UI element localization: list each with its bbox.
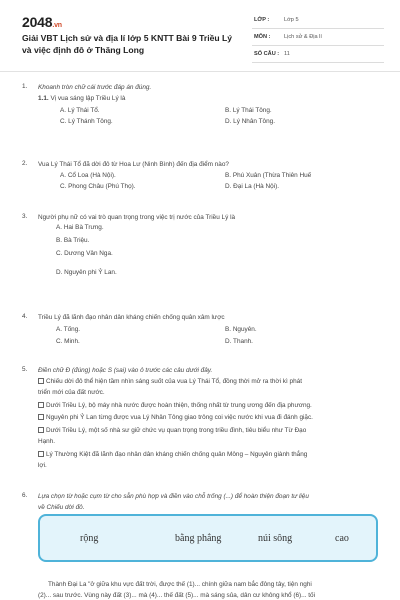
word-option-2[interactable]: bằng phẳng — [175, 533, 222, 544]
question-1-1: 1.1. Vị vua sáng lập Triều Lý là — [38, 95, 126, 102]
statement-2: Dưới Triều Lý, bộ máy nhà nước được hoàn thiện, thống nhất từ trung ương đến địa phương. — [38, 401, 383, 411]
option-4-c[interactable]: C. Minh. — [56, 338, 80, 345]
option-4-b[interactable]: B. Nguyên. — [225, 326, 257, 333]
statement-5-checkbox[interactable] — [38, 451, 44, 457]
statement-1-checkbox[interactable] — [38, 378, 44, 384]
word-option-1[interactable]: rộng — [80, 533, 99, 544]
meta-table — [252, 12, 384, 63]
option-3-c[interactable]: C. Dương Vân Nga. — [56, 250, 113, 257]
option-3-d[interactable]: D. Nguyên phi Ỷ Lan. — [56, 269, 117, 276]
passage-line-1: Thành Đại La "ở giữa khu vực đất trời, được thế (1)... chính giữa nam bắc đông tây, tiện nghi — [48, 581, 312, 588]
statement-4: Dưới Triều Lý, một số nhà sư giữ chức vụ quan trọng trong triều đình, tiêu biểu như Từ Đạo — [38, 426, 383, 436]
meta-row-subject: MÔN : Lịch sử & Địa lí — [252, 29, 384, 46]
statement-4-checkbox[interactable] — [38, 427, 44, 433]
statement-4-cont: Hạnh. — [38, 438, 56, 445]
option-1-b[interactable]: B. Lý Thái Tông. — [225, 107, 272, 114]
option-2-c[interactable]: C. Phong Châu (Phú Thọ). — [60, 183, 136, 190]
meta-row-grade: LỚP : Lớp 5 — [252, 12, 384, 29]
site-logo[interactable]: 2048.vn — [22, 14, 62, 30]
statement-5: Lý Thường Kiệt đã lãnh đạo nhân dân kháng chiến chống quân Mông – Nguyên giành thắng — [38, 450, 383, 460]
word-bank-box — [38, 514, 378, 562]
statement-5-cont: lợi. — [38, 462, 47, 469]
option-3-a[interactable]: A. Hai Bà Trưng. — [56, 224, 104, 231]
option-2-b[interactable]: B. Phú Xuân (Thừa Thiên Huế — [225, 172, 312, 179]
word-option-4[interactable]: cao — [335, 533, 349, 544]
question-6-cont: về Chiếu dời đô. — [38, 504, 85, 511]
statement-3: Nguyên phi Ỷ Lan từng được vua Lý Nhân Tông giao trông coi việc nước khi vua đi đánh giặc. — [38, 413, 383, 423]
statement-3-checkbox[interactable] — [38, 414, 44, 420]
word-option-3[interactable]: núi sông — [258, 533, 293, 544]
statement-1-cont: triển mới của đất nước. — [38, 389, 105, 396]
statement-1: Chiếu dời đô thể hiện tầm nhìn sáng suốt của vua Lý Thái Tổ, đồng thời mở ra thời kì phát — [38, 377, 383, 387]
statement-2-checkbox[interactable] — [38, 402, 44, 408]
option-4-a[interactable]: A. Tống. — [56, 326, 81, 333]
passage-line-2: (2)... sau trước. Vùng này đất (3)... mà (4)... thế đất (5)... mà sáng sủa, dân cư không khổ (6)... tối — [38, 592, 316, 599]
option-4-d[interactable]: D. Thanh. — [225, 338, 253, 345]
option-2-d[interactable]: D. Đại La (Hà Nội). — [225, 183, 279, 190]
meta-row-question-count: SỐ CÂU : 11 — [252, 46, 384, 63]
page-header — [0, 0, 400, 72]
option-1-c[interactable]: C. Lý Thánh Tông. — [60, 118, 113, 125]
option-3-b[interactable]: B. Bà Triệu. — [56, 237, 90, 244]
option-1-a[interactable]: A. Lý Thái Tổ. — [60, 107, 100, 114]
document-title: Giải VBT Lịch sử và địa lí lớp 5 KNTT Bài 9 Triều Lý và việc định đô ở Thăng Long — [22, 33, 233, 55]
option-2-a[interactable]: A. Cổ Loa (Hà Nội). — [60, 172, 116, 179]
option-1-d[interactable]: D. Lý Nhân Tông. — [225, 118, 275, 125]
